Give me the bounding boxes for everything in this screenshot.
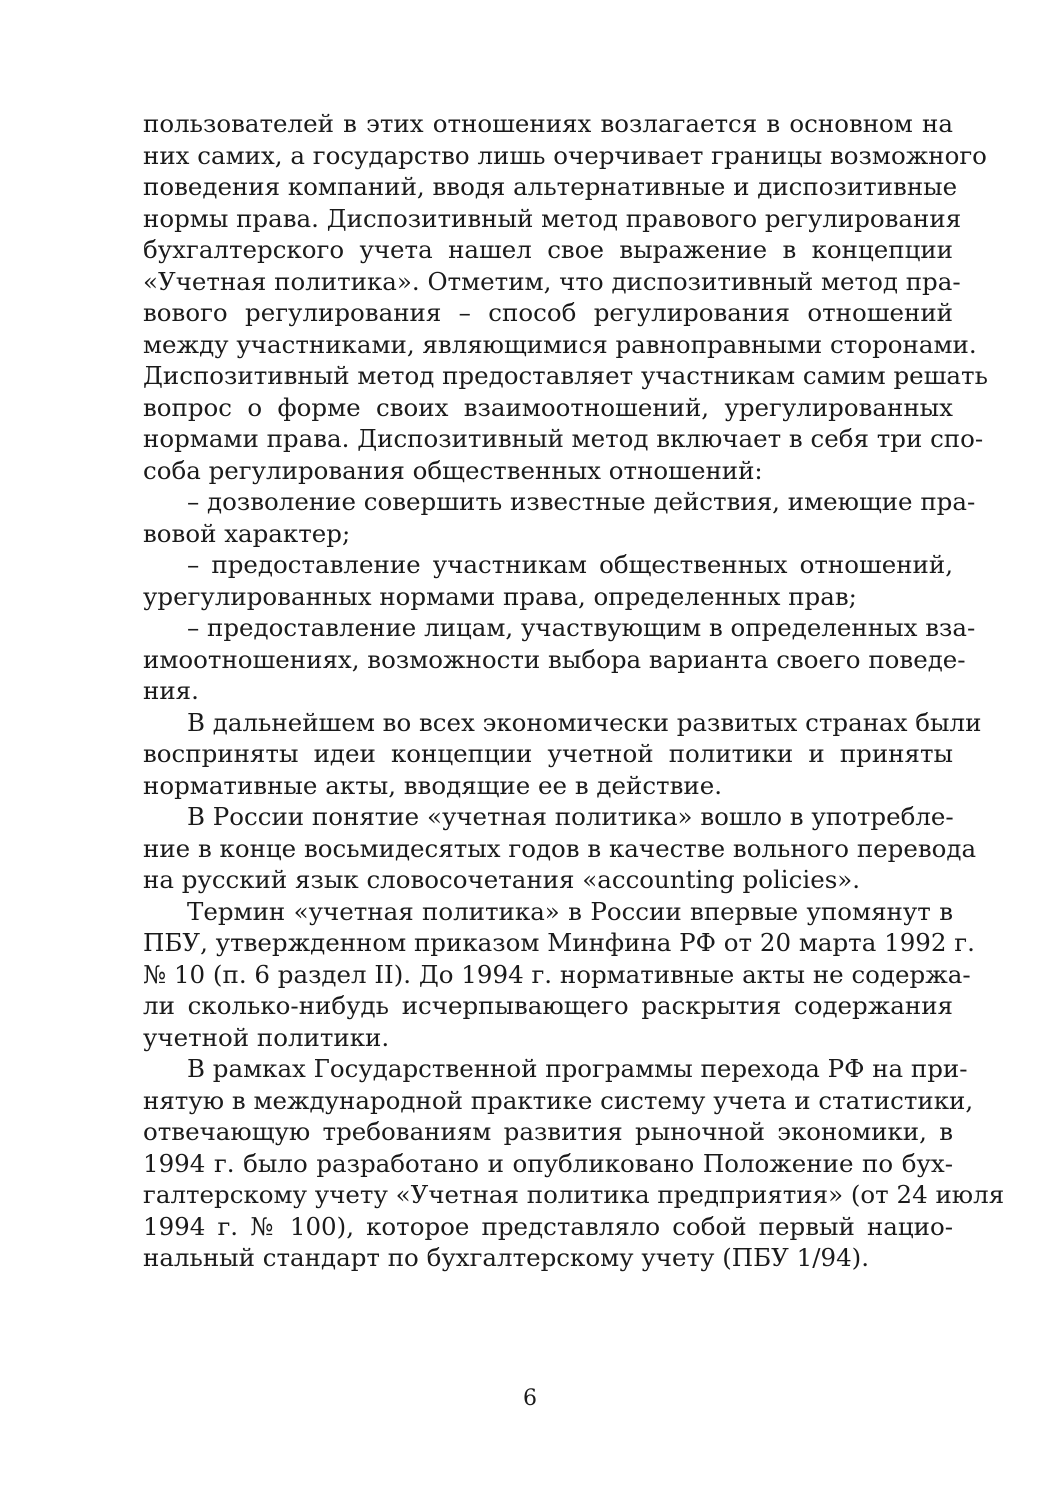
- text-line: В рамках Государственной программы перехода РФ на при-: [187, 1054, 968, 1083]
- text-line: нормами права. Диспозитивный метод включает в себя три спо-: [143, 424, 984, 453]
- text-line: № 10 (п. 6 раздел II). До 1994 г. нормативные акты не содержа-: [143, 959, 971, 989]
- text-line: них самих, а государство лишь очерчивает границы возможного: [143, 140, 987, 170]
- text-line: отвечающую требованиям развития рыночной экономики, в: [143, 1117, 953, 1146]
- text-line: вовой характер;: [143, 518, 351, 548]
- text-line: В дальнейшем во всех экономически развитых странах были: [187, 707, 982, 737]
- text-line: восприняты идеи концепции учетной политики и приняты: [143, 739, 953, 768]
- text-line: пользователей в этих отношениях возлагается в основном на: [143, 109, 953, 138]
- text-line: вопрос о форме своих взаимоотношений, урегулированных: [143, 392, 953, 422]
- text-line: нятую в международной практике систему учета и статистики,: [143, 1085, 974, 1115]
- text-line: 1994 г. № 100), которое представляло собой первый нацио-: [143, 1211, 953, 1241]
- text-line: «Учетная политика». Отметим, что диспозитивный метод пра-: [143, 266, 961, 296]
- text-line: Термин «учетная политика» в России впервые упомянут в: [187, 896, 953, 926]
- text-line: Диспозитивный метод предоставляет участникам самим решать: [143, 361, 988, 390]
- text-line: – дозволение совершить известные действия, имеющие пра-: [187, 487, 976, 516]
- text-line: нормы права. Диспозитивный метод правового регулирования: [143, 203, 962, 233]
- text-line: нормативные акты, вводящие ее в действие.: [143, 770, 723, 800]
- text-line: вового регулирования – способ регулирования отношений: [143, 298, 953, 327]
- text-line: ли сколько-нибудь исчерпывающего раскрытия содержания: [143, 991, 953, 1020]
- text-line: – предоставление лицам, участвующим в определенных вза-: [187, 613, 976, 642]
- text-line: – предоставление участникам общественных отношений,: [187, 550, 953, 579]
- text-line: урегулированных нормами права, определенных прав;: [143, 581, 857, 611]
- text-line: учетной политики.: [143, 1022, 390, 1052]
- text-line: бухгалтерского учета нашел свое выражение в концепции: [143, 235, 953, 264]
- text-line: поведения компаний, вводя альтернативные и диспозитивные: [143, 172, 958, 201]
- text-line: ПБУ, утвержденном приказом Минфина РФ от 20 марта 1992 г.: [143, 928, 975, 957]
- text-line: на русский язык словосочетания «accounting policies».: [143, 865, 861, 894]
- text-line: В России понятие «учетная политика» вошло в употребле-: [187, 802, 954, 831]
- page-body: [143, 108, 1005, 1274]
- text-line: имоотношениях, возможности выбора варианта своего поведе-: [143, 644, 966, 674]
- text-line: соба регулирования общественных отношений:: [143, 455, 763, 485]
- text-line: между участниками, являющимися равноправными сторонами.: [143, 329, 977, 359]
- text-line: ние в конце восьмидесятых годов в качестве вольного перевода: [143, 833, 977, 863]
- text-line: нальный стандарт по бухгалтерскому учету (ПБУ 1/94).: [143, 1243, 870, 1272]
- text-block: [143, 108, 1005, 1274]
- page-number: 6: [523, 1386, 537, 1411]
- text-line: ния.: [143, 676, 199, 705]
- text-line: 1994 г. было разработано и опубликовано Положение по бух-: [143, 1148, 953, 1178]
- text-line: галтерскому учету «Учетная политика предприятия» (от 24 июля: [143, 1180, 1005, 1209]
